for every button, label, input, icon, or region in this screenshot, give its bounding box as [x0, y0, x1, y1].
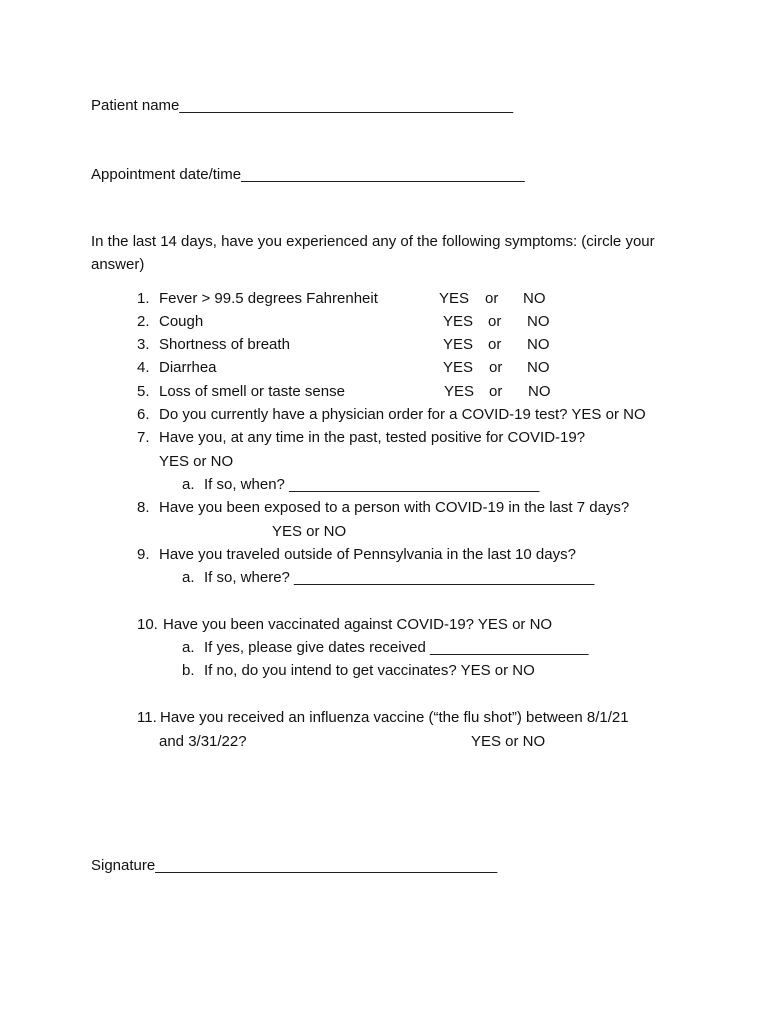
yes-option[interactable]: YES: [443, 336, 474, 353]
question-num: 10.: [137, 616, 158, 633]
question-7-answer[interactable]: YES or NO: [159, 453, 234, 470]
signature-line: [91, 854, 497, 877]
sub-letter: a.: [182, 639, 195, 656]
symptom-text: Cough: [159, 313, 204, 330]
patient-name-line: [91, 94, 513, 117]
question-num: 7.: [137, 429, 150, 446]
or-text: or: [485, 290, 499, 307]
no-option[interactable]: NO: [527, 359, 550, 376]
symptom-text: Loss of smell or taste sense: [159, 383, 345, 400]
sub-letter: b.: [182, 662, 195, 679]
question-10b-text: If no, do you intend to get vaccinates? YES or NO: [204, 662, 535, 679]
question-num: 6.: [137, 406, 150, 423]
no-option[interactable]: NO: [527, 336, 550, 353]
or-text: or: [489, 359, 503, 376]
question-9-text: Have you traveled outside of Pennsylvania in the last 10 days?: [159, 546, 576, 563]
symptoms-intro: In the last 14 days, have you experienced any of the following symptoms: (circle your answer): [91, 233, 655, 273]
question-7a-text: If so, when?: [204, 476, 290, 493]
question-8-answer[interactable]: YES or NO: [272, 523, 347, 540]
symptom-text: Shortness of breath: [159, 336, 290, 353]
question-7-text: Have you, at any time in the past, tested positive for COVID-19?: [159, 429, 586, 446]
or-text: or: [488, 313, 502, 330]
symptom-num: 4.: [137, 359, 150, 376]
question-9a-blank[interactable]: ____________________________________: [294, 569, 595, 586]
question-10a-blank[interactable]: ___________________: [429, 639, 589, 656]
yes-option[interactable]: YES: [443, 313, 474, 330]
question-10a-text: If yes, please give dates received: [204, 639, 430, 656]
question-11-text: Have you received an influenza vaccine (“the flu shot”) between 8/1/21: [160, 709, 629, 726]
patient-name-label: Patient name: [91, 97, 180, 114]
signature-blank[interactable]: _________________________________________: [155, 857, 498, 874]
question-7a-blank[interactable]: ______________________________: [289, 476, 540, 493]
question-num: 9.: [137, 546, 150, 563]
question-11-text-cont: and 3/31/22?: [159, 733, 247, 750]
no-option[interactable]: NO: [527, 313, 550, 330]
question-10a-line: [204, 636, 588, 659]
question-9a-text: If so, where?: [204, 569, 295, 586]
appointment-label: Appointment date/time: [91, 166, 242, 183]
appointment-line: [91, 163, 525, 186]
question-10-text: Have you been vaccinated against COVID-19? YES or NO: [163, 616, 553, 633]
yes-option[interactable]: YES: [439, 290, 470, 307]
question-11-answer[interactable]: YES or NO: [471, 733, 546, 750]
signature-label: Signature: [91, 857, 156, 874]
question-8-text: Have you been exposed to a person with COVID-19 in the last 7 days?: [159, 499, 630, 516]
question-num: 11.: [137, 709, 157, 726]
patient-name-blank[interactable]: ________________________________________: [179, 97, 514, 114]
symptom-num: 1.: [137, 290, 150, 307]
symptom-num: 2.: [137, 313, 150, 330]
symptom-num: 3.: [137, 336, 150, 353]
question-num: 8.: [137, 499, 150, 516]
symptom-num: 5.: [137, 383, 150, 400]
symptom-text: Diarrhea: [159, 359, 217, 376]
no-option[interactable]: NO: [523, 290, 546, 307]
sub-letter: a.: [182, 476, 195, 493]
no-option[interactable]: NO: [528, 383, 551, 400]
question-7a-line: [204, 473, 539, 496]
yes-option[interactable]: YES: [444, 383, 475, 400]
question-9a-line: [204, 566, 594, 589]
symptom-text: Fever > 99.5 degrees Fahrenheit: [159, 290, 378, 307]
yes-option[interactable]: YES: [443, 359, 474, 376]
or-text: or: [489, 383, 503, 400]
question-6-text: Do you currently have a physician order for a COVID-19 test? YES or NO: [159, 406, 646, 423]
or-text: or: [488, 336, 502, 353]
appointment-blank[interactable]: __________________________________: [241, 166, 525, 183]
sub-letter: a.: [182, 569, 195, 586]
